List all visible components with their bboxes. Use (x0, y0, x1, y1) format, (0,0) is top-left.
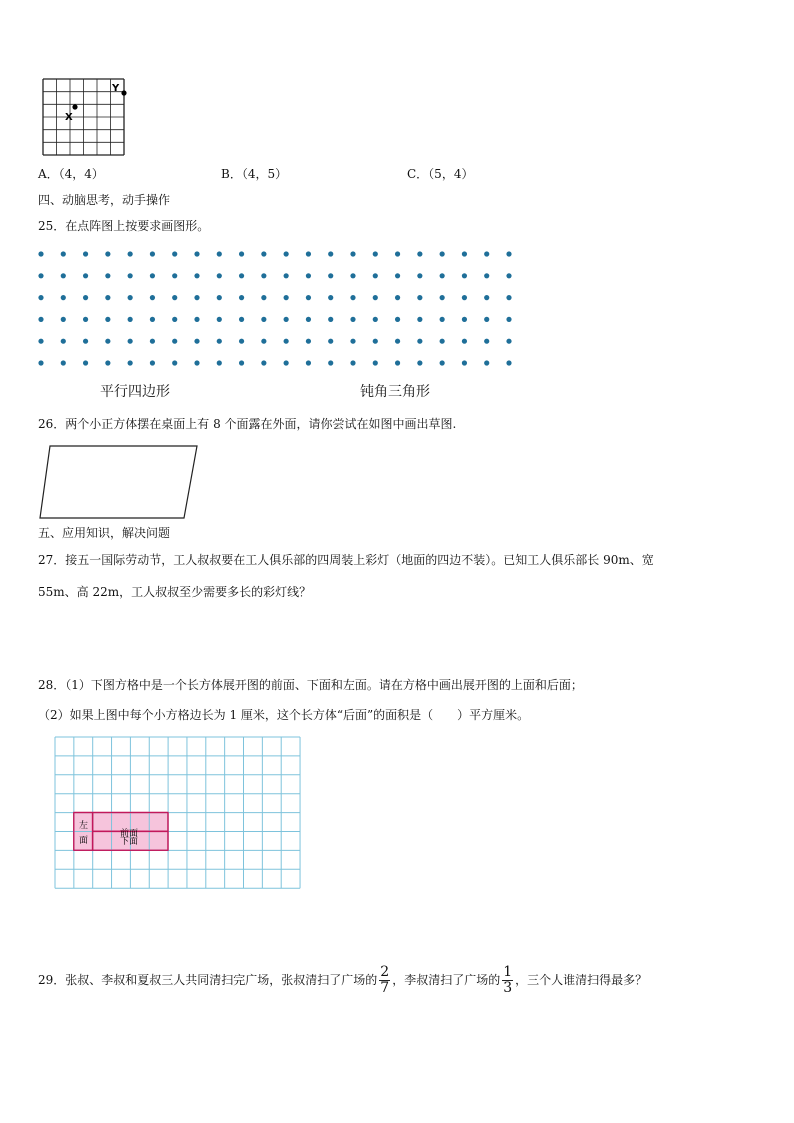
lattice-dot (194, 360, 199, 365)
lattice-dot (194, 251, 199, 256)
lattice-dot (284, 317, 289, 322)
lattice-dot (261, 295, 266, 300)
lattice-dot (373, 273, 378, 278)
lattice-dot (128, 295, 133, 300)
lattice-dot (172, 251, 177, 256)
lattice-dot (373, 295, 378, 300)
point-y-label: Y (112, 83, 120, 94)
fraction-one-third (502, 965, 513, 996)
lattice-dot (261, 273, 266, 278)
lattice-dot (284, 251, 289, 256)
lattice-dot (350, 273, 355, 278)
lattice-dot (61, 295, 66, 300)
lattice-dot (328, 360, 333, 365)
lattice-dot (440, 360, 445, 365)
lattice-dot (172, 317, 177, 322)
lattice-dot (484, 251, 489, 256)
desk-parallelogram-figure (38, 443, 202, 521)
lattice-dot (61, 339, 66, 344)
lattice-dot (239, 251, 244, 256)
lattice-dot (217, 273, 222, 278)
lattice-dot (417, 251, 422, 256)
lattice-dot (373, 251, 378, 256)
lattice-dot (462, 295, 467, 300)
lattice-dot (105, 273, 110, 278)
lattice-dot (172, 339, 177, 344)
lattice-dot (172, 295, 177, 300)
lattice-dot (462, 273, 467, 278)
lattice-dot (284, 295, 289, 300)
lattice-dot (484, 339, 489, 344)
lattice-dot (417, 273, 422, 278)
lattice-dot (239, 339, 244, 344)
lattice-dot (417, 317, 422, 322)
question-29-part-3: ，三个人谁清扫得最多？ (515, 973, 648, 987)
lattice-dot (395, 273, 400, 278)
lattice-dot (150, 317, 155, 322)
lattice-dot (38, 339, 43, 344)
lattice-dot (61, 273, 66, 278)
question-28-line-1: 28．（1）下图方格中是一个长方体展开图的前面、下面和左面。请在方格中画出展开图的上面和后面； (38, 678, 583, 692)
lattice-dot (217, 339, 222, 344)
lattice-dot (38, 251, 43, 256)
fraction-2-denominator: 3 (503, 980, 513, 996)
question-27-line-2: 55m、高 22m，工人叔叔至少需要多长的彩灯线？ (38, 585, 312, 599)
lattice-dot (83, 317, 88, 322)
lattice-dot (217, 360, 222, 365)
section-4-title: 四、动脑思考，动手操作 (38, 193, 171, 207)
lattice-dot (150, 360, 155, 365)
question-25: 25．在点阵图上按要求画图形。 (38, 219, 210, 233)
lattice-dot (83, 273, 88, 278)
lattice-dot (105, 251, 110, 256)
lattice-dot (150, 339, 155, 344)
question-26: 26．两个小正方体摆在桌面上有 8 个面露在外面，请你尝试在如图中画出草图. (38, 417, 457, 431)
desk-parallelogram (40, 446, 197, 518)
lattice-dot (239, 295, 244, 300)
lattice-dot (395, 360, 400, 365)
lattice-dot (217, 251, 222, 256)
lattice-dot (261, 339, 266, 344)
lattice-dot (395, 295, 400, 300)
lattice-dot (350, 251, 355, 256)
lattice-dot (373, 360, 378, 365)
lattice-dot (306, 317, 311, 322)
lattice-dot (417, 360, 422, 365)
lattice-dot (105, 360, 110, 365)
lattice-dot (373, 317, 378, 322)
lattice-dot (484, 273, 489, 278)
lattice-dot (462, 251, 467, 256)
option-b: B．（4，5） (221, 167, 288, 181)
lattice-dot (217, 317, 222, 322)
lattice-dot (506, 251, 511, 256)
lattice-dot (128, 251, 133, 256)
lattice-dot (440, 251, 445, 256)
lattice-dot (261, 317, 266, 322)
lattice-dot (239, 360, 244, 365)
lattice-dot (83, 295, 88, 300)
lattice-dot (239, 317, 244, 322)
parallelogram-label: 平行四边形 (100, 384, 170, 400)
lattice-dot (128, 339, 133, 344)
lattice-dot (83, 339, 88, 344)
lattice-dot (194, 339, 199, 344)
lattice-dot (217, 295, 222, 300)
lattice-dot (328, 273, 333, 278)
lattice-dot (440, 273, 445, 278)
question-29-part-1: 29．张叔、李叔和夏叔三人共同清扫完广场，张叔清扫了广场的 (38, 973, 378, 987)
lattice-dot (128, 273, 133, 278)
section-5-title: 五、应用知识，解决问题 (38, 526, 171, 540)
lattice-dot (350, 339, 355, 344)
lattice-dot (417, 339, 422, 344)
lattice-dot (261, 251, 266, 256)
lattice-dot (373, 339, 378, 344)
lattice-dot (83, 360, 88, 365)
lattice-dot (484, 360, 489, 365)
lattice-dot (38, 317, 43, 322)
lattice-dot (306, 251, 311, 256)
lattice-dot (395, 317, 400, 322)
lattice-dot (350, 295, 355, 300)
lattice-dot (105, 339, 110, 344)
fraction-1-numerator: 2 (380, 964, 390, 980)
lattice-dot (194, 317, 199, 322)
point-x-label: X (65, 112, 73, 123)
lattice-dot (105, 295, 110, 300)
lattice-dot (284, 273, 289, 278)
lattice-dot (150, 295, 155, 300)
obtuse-triangle-label: 钝角三角形 (360, 384, 430, 400)
lattice-dot (462, 360, 467, 365)
lattice-dot (150, 251, 155, 256)
lattice-dot (172, 273, 177, 278)
question-29-part-2: ，李叔清扫了广场的 (392, 973, 501, 987)
lattice-dot (306, 295, 311, 300)
option-c: C．（5，4） (407, 167, 474, 181)
lattice-dot (83, 251, 88, 256)
lattice-dot (284, 360, 289, 365)
lattice-dot (484, 317, 489, 322)
lattice-dot (105, 317, 110, 322)
lattice-dot (462, 339, 467, 344)
lattice-dot (38, 360, 43, 365)
fraction-two-sevenths (379, 965, 390, 996)
lattice-dot (284, 339, 289, 344)
lattice-dot (440, 295, 445, 300)
net-grid-figure (55, 737, 300, 889)
lattice-dot (395, 339, 400, 344)
lattice-dot (328, 251, 333, 256)
face-left-label-bottom: 面 (79, 836, 89, 846)
fraction-1-denominator: 7 (380, 980, 390, 996)
lattice-dot (440, 339, 445, 344)
lattice-dot (417, 295, 422, 300)
lattice-dot (38, 273, 43, 278)
lattice-dot (128, 360, 133, 365)
lattice-dot (395, 251, 400, 256)
lattice-dot (239, 273, 244, 278)
lattice-dot (261, 360, 266, 365)
lattice-dot (150, 273, 155, 278)
lattice-dot (61, 317, 66, 322)
lattice-dot (61, 251, 66, 256)
lattice-dot (506, 317, 511, 322)
face-bottom-label: 下面 (120, 837, 139, 847)
lattice-dot (61, 360, 66, 365)
lattice-dot (506, 273, 511, 278)
lattice-dot (328, 339, 333, 344)
lattice-dot (328, 295, 333, 300)
lattice-dot (350, 360, 355, 365)
face-front-label: 前面 (120, 829, 139, 839)
lattice-dot (506, 295, 511, 300)
lattice-dot (306, 360, 311, 365)
lattice-dot (484, 295, 489, 300)
lattice-dot (194, 295, 199, 300)
lattice-dot (506, 339, 511, 344)
lattice-dot (38, 295, 43, 300)
lattice-dot (350, 317, 355, 322)
lattice-dot (506, 360, 511, 365)
lattice-dot (172, 360, 177, 365)
lattice-dot (328, 317, 333, 322)
fraction-2-numerator: 1 (503, 964, 513, 980)
option-a: A．（4，4） (38, 167, 104, 181)
lattice-dot (194, 273, 199, 278)
question-29 (38, 962, 647, 998)
question-28-line-2: （2）如果上图中每个小方格边长为 1 厘米，这个长方体“后面”的面积是（ ）平方厘米。 (38, 708, 530, 722)
lattice-dot (128, 317, 133, 322)
face-left-label-top: 左 (79, 821, 89, 831)
lattice-dot (306, 339, 311, 344)
question-27-line-1: 27．接五一国际劳动节，工人叔叔要在工人俱乐部的四周装上彩灯（地面的四边不装）。已知工人俱乐部长 90m、宽 (38, 553, 654, 567)
lattice-dot (462, 317, 467, 322)
lattice-dot (306, 273, 311, 278)
lattice-dot (440, 317, 445, 322)
